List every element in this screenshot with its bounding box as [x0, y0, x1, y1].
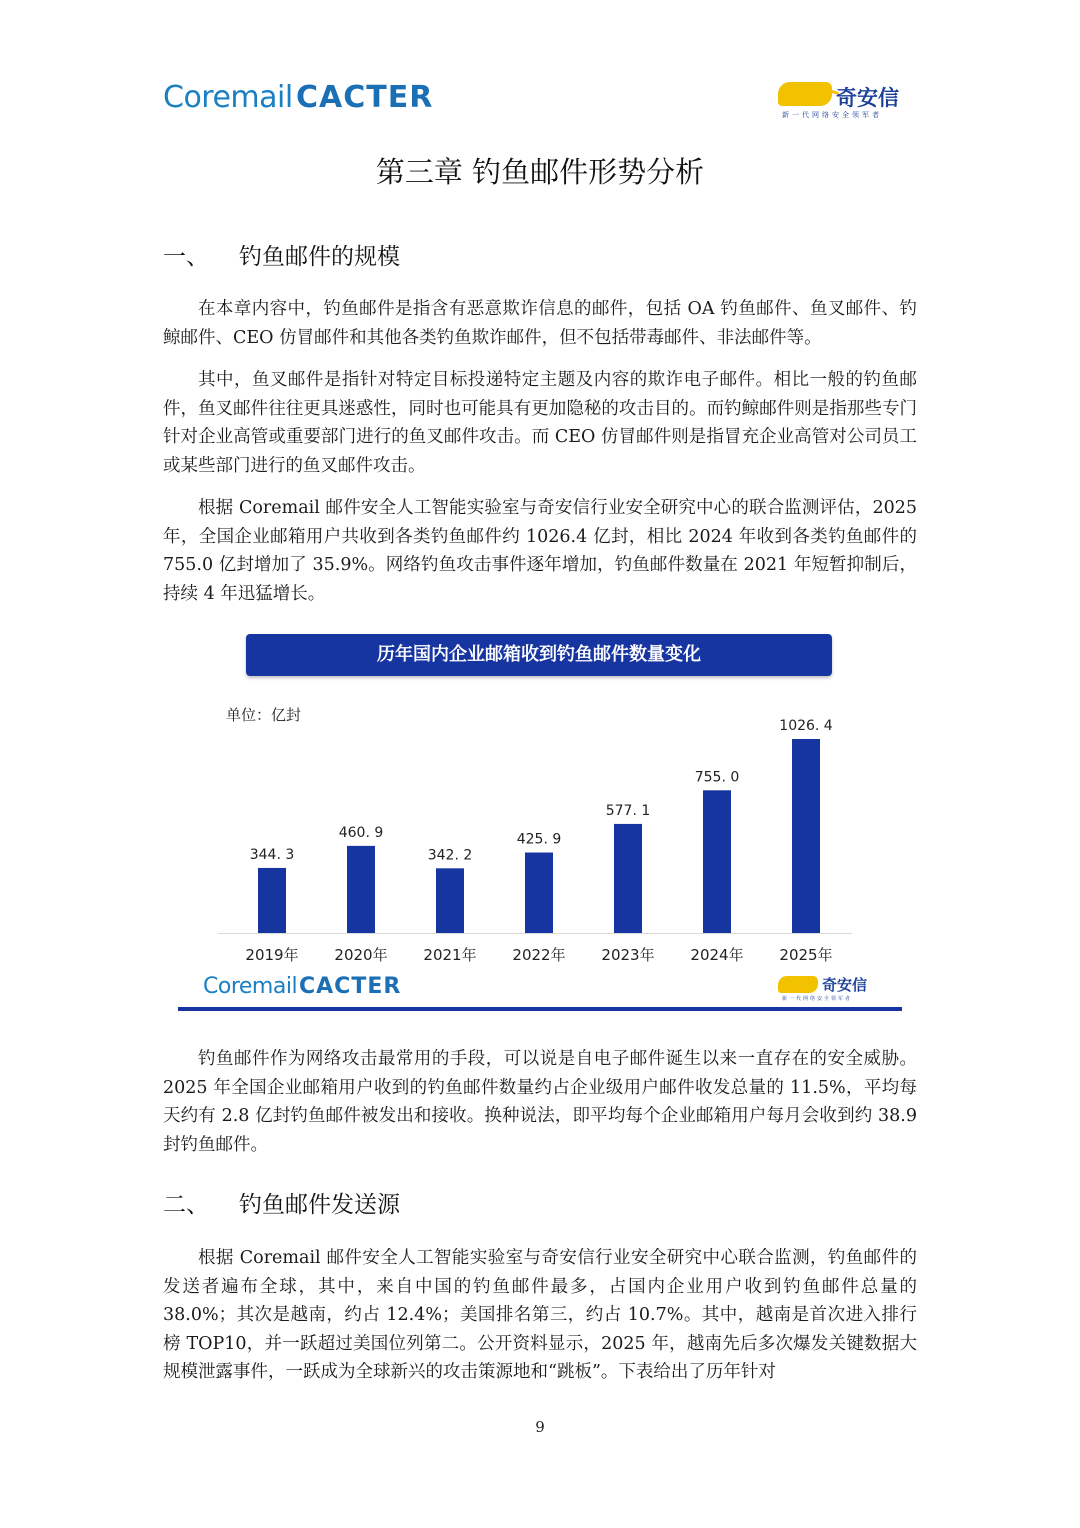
chart-unit-label: 单位：亿封: [226, 706, 302, 724]
chart-underline: [178, 1007, 902, 1011]
section-number: 一、: [163, 244, 209, 270]
x-tick-label: 2021年: [423, 946, 477, 964]
bar-2020年: [347, 846, 375, 933]
qianxin-slogan: 新一代网络安全领军者: [782, 996, 853, 1002]
bar-2022年: [525, 853, 553, 933]
page-number: 9: [535, 1418, 545, 1436]
data-label: 342. 2: [427, 847, 473, 864]
x-tick-label: 2020年: [334, 946, 388, 964]
paragraph: 根据 Coremail 邮件安全人工智能实验室与奇安信行业安全研究中心的联合监测评估，2025 年，全国企业邮箱用户共收到各类钓鱼邮件约 1026.4 亿封，相比 2024 年收到各类钓鱼邮件的 755.0 亿封增加了 35.9%。网络钓鱼攻击事件逐年增加，钓鱼邮件数量在 2021 年短暂抑制后，持续 4 年迅猛增长。: [163, 498, 917, 604]
x-tick-label: 2022年: [512, 946, 566, 964]
qianxin-slogan: 新一代网络安全领军者: [782, 111, 882, 119]
x-tick-label: 2019年: [245, 946, 299, 964]
bar-2023年: [614, 824, 642, 933]
qianxin-name: 奇安信: [836, 86, 899, 110]
paragraph: 其中，鱼叉邮件是指针对特定目标投递特定主题及内容的欺诈电子邮件。相比一般的钓鱼邮件，鱼叉邮件往往更具迷惑性，同时也可能具有更加隐秘的攻击目的。而钓鲸邮件则是指那些专门针对企业高管或重要部门进行的鱼叉邮件攻击。而 CEO 仿冒邮件则是指冒充企业高管对公司员工或某些部门进行的鱼叉邮件攻击。: [163, 370, 917, 476]
paragraph: 根据 Coremail 邮件安全人工智能实验室与奇安信行业安全研究中心联合监测，钓鱼邮件的发送者遍布全球，其中，来自中国的钓鱼邮件最多，占国内企业用户收到钓鱼邮件总量的 38.0%；其次是越南，约占 12.4%；美国排名第三，约占 10.7%。其中，越南是首次进入排行榜 TOP10，并一跃超过美国位列第二。公开资料显示，2025 年，越南先后多次爆发关键数据大规模泄露事件，一跃成为全球新兴的攻击策源地和“跳板”。下表给出了历年针对: [163, 1248, 917, 1382]
qianxin-logo: [778, 80, 918, 124]
qianxin-name: 奇安信: [822, 976, 868, 994]
qianxin-mark-icon: [778, 976, 818, 993]
bar-chart: [178, 634, 902, 1014]
data-label: 755. 0: [694, 769, 740, 786]
cacter-logo: CACTER: [296, 80, 434, 115]
x-tick-label: 2023年: [601, 946, 655, 964]
paragraph: 钓鱼邮件作为网络攻击最常用的手段，可以说是自电子邮件诞生以来一直存在的安全威胁。2025 年全国企业邮箱用户收到的钓鱼邮件数量约占企业级用户邮件收发总量的 11.5%，平均每天约有 2.8 亿封钓鱼邮件被发出和接收。换种说法，即平均每个企业邮箱用户每月会收到约 38.9 封钓鱼邮件。: [163, 1049, 917, 1155]
chart-plot: [178, 634, 902, 974]
section-heading-1: [163, 238, 400, 271]
paragraph: 在本章内容中，钓鱼邮件是指含有恶意欺诈信息的邮件，包括 OA 钓鱼邮件、鱼叉邮件、钓鲸邮件、CEO 仿冒邮件和其他各类钓鱼欺诈邮件，但不包括带毒邮件、非法邮件等。: [163, 299, 917, 348]
x-tick-label: 2024年: [690, 946, 744, 964]
chapter-title: 第三章 钓鱼邮件形势分析: [375, 155, 705, 189]
data-label: 425. 9: [516, 831, 562, 848]
chart-footer-cacter-logo: CACTER: [299, 974, 402, 999]
bar-2019年: [258, 868, 286, 933]
chart-footer-qianxin-logo: [778, 974, 882, 1004]
coremail-logo: Coremail: [163, 80, 293, 115]
data-label: 1026. 4: [779, 718, 833, 734]
section-number: 二、: [163, 1192, 209, 1218]
section-heading-2: [163, 1186, 400, 1219]
chart-footer-coremail-logo: Coremail: [203, 974, 298, 999]
data-label: 344. 3: [249, 846, 295, 863]
data-label: 460. 9: [338, 824, 384, 841]
section-title: 钓鱼邮件发送源: [239, 1192, 400, 1218]
bar-2021年: [436, 868, 464, 933]
qianxin-mark-icon: [778, 82, 832, 106]
data-label: 577. 1: [605, 802, 651, 819]
section-title: 钓鱼邮件的规模: [239, 244, 400, 270]
bar-2024年: [703, 790, 731, 933]
x-tick-label: 2025年: [779, 946, 833, 964]
bar-2025年: [792, 739, 820, 933]
chart-title: 历年国内企业邮箱收到钓鱼邮件数量变化: [246, 634, 832, 676]
